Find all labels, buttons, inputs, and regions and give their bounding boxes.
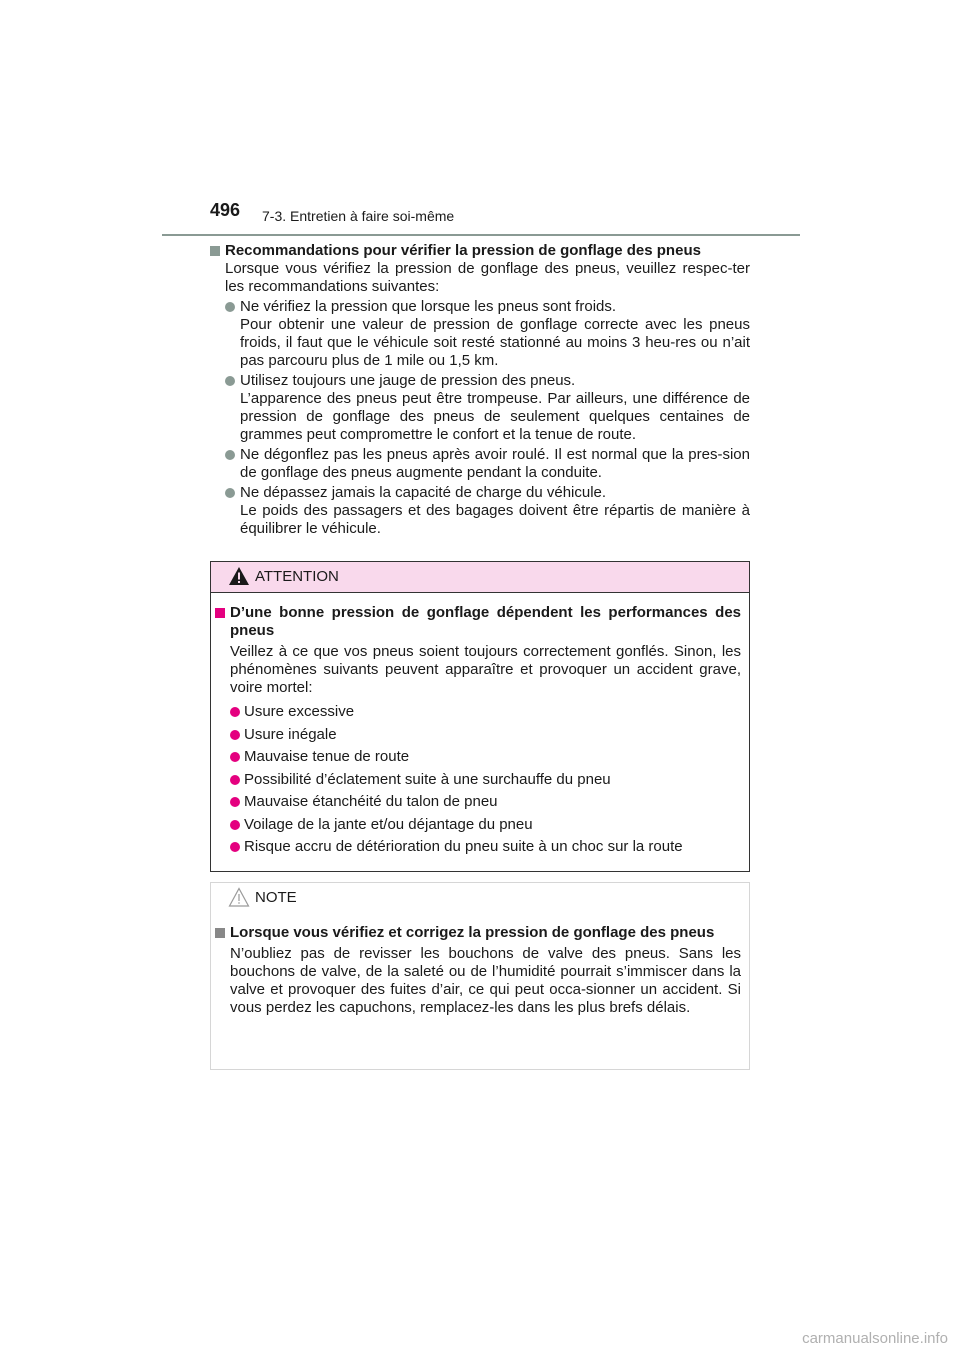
caution-triangle-outline-icon bbox=[228, 887, 250, 907]
list-item bbox=[225, 484, 750, 538]
bullet-title: Utilisez toujours une jauge de pression des pneus. bbox=[240, 372, 576, 389]
watermark: carmanualsonline.info bbox=[802, 1330, 948, 1347]
page-number: 496 bbox=[210, 200, 241, 220]
attention-box bbox=[210, 561, 750, 872]
attention-title-bar bbox=[211, 562, 749, 593]
round-bullet-icon bbox=[230, 730, 240, 740]
attention-list bbox=[230, 703, 741, 856]
round-bullet-icon bbox=[225, 450, 235, 460]
list-item bbox=[225, 372, 750, 444]
square-bullet-icon bbox=[215, 608, 225, 618]
attention-intro: Veillez à ce que vos pneus soient toujours correctement gonflés. Sinon, les phénomènes suivants peuvent apparaître et provoquer un accident grave, voire mortel: bbox=[230, 643, 741, 696]
round-bullet-icon bbox=[230, 842, 240, 852]
section-heading: Recommandations pour vérifier la pression de gonflage des pneus bbox=[210, 242, 750, 260]
bullet-title: Ne dépassez jamais la capacité de charge du véhicule. bbox=[240, 484, 607, 501]
note-text: N’oubliez pas de revisser les bouchons de valve des pneus. Sans les bouchons de valve, de la saleté ou de l’humidité pourrait s’immiscer dans la valve et provoquer des fuites d’air, ce qui peut occa-sionner un accident. Si vous perdez les capuchons, remplacez-les dans les plus brefs délais. bbox=[230, 945, 741, 1016]
bullet-title: Ne vérifiez la pression que lorsque les pneus sont froids. bbox=[240, 298, 617, 315]
list-item: Mauvaise tenue de route bbox=[230, 748, 741, 766]
round-bullet-icon bbox=[225, 302, 235, 312]
note-heading: Lorsque vous vérifiez et corrigez la pression de gonflage des pneus bbox=[214, 924, 741, 942]
section-title: 7-3. Entretien à faire soi-même bbox=[262, 208, 455, 224]
bullet-title: Ne dégonflez pas les pneus après avoir roulé. Il est normal que la pres-sion de gonflage des pneus augmente pendant la conduite. bbox=[240, 446, 750, 481]
main-content bbox=[210, 242, 750, 538]
note-body bbox=[211, 913, 749, 1017]
round-bullet-icon bbox=[225, 376, 235, 386]
note-title-bar bbox=[211, 883, 749, 913]
warning-triangle-icon bbox=[228, 566, 250, 586]
list-item: Mauvaise étanchéité du talon de pneu bbox=[230, 793, 741, 811]
note-label: NOTE bbox=[255, 889, 297, 906]
list-item: Usure excessive bbox=[230, 703, 741, 721]
attention-heading: D’une bonne pression de gonflage dépendent les performances des pneus bbox=[214, 604, 741, 640]
square-bullet-icon bbox=[215, 928, 225, 938]
intro-paragraph: Lorsque vous vérifiez la pression de gonflage des pneus, veuillez respec-ter les recommandations suivantes: bbox=[225, 260, 750, 295]
attention-body bbox=[211, 593, 749, 856]
list-item: Risque accru de détérioration du pneu suite à un choc sur la route bbox=[230, 838, 741, 856]
round-bullet-icon bbox=[230, 707, 240, 717]
list-item: Voilage de la jante et/ou déjantage du pneu bbox=[230, 816, 741, 834]
list-item bbox=[225, 446, 750, 482]
list-item: Usure inégale bbox=[230, 726, 741, 744]
round-bullet-icon bbox=[230, 775, 240, 785]
round-bullet-icon bbox=[230, 820, 240, 830]
round-bullet-icon bbox=[230, 752, 240, 762]
bullet-text: L’apparence des pneus peut être trompeuse. Par ailleurs, une différence de pression de gonflage des pneus de seulement quelques centaines de grammes peut compromettre le confort et la tenue de route. bbox=[240, 390, 750, 443]
list-item bbox=[225, 298, 750, 370]
bullet-text: Pour obtenir une valeur de pression de gonflage correcte avec les pneus froids, il faut que le véhicule soit resté stationné au moins 3 heu-res ou n’ait pas parcouru plus de 1 mile ou 1,5 km. bbox=[240, 316, 750, 369]
note-box bbox=[210, 882, 750, 1070]
bullet-text: Le poids des passagers et des bagages doivent être répartis de manière à équilibrer le véhicule. bbox=[240, 502, 750, 537]
attention-label: ATTENTION bbox=[255, 568, 339, 585]
list-item: Possibilité d’éclatement suite à une surchauffe du pneu bbox=[230, 771, 741, 789]
round-bullet-icon bbox=[225, 488, 235, 498]
page-header bbox=[162, 200, 800, 236]
round-bullet-icon bbox=[230, 797, 240, 807]
square-bullet-icon bbox=[210, 246, 220, 256]
